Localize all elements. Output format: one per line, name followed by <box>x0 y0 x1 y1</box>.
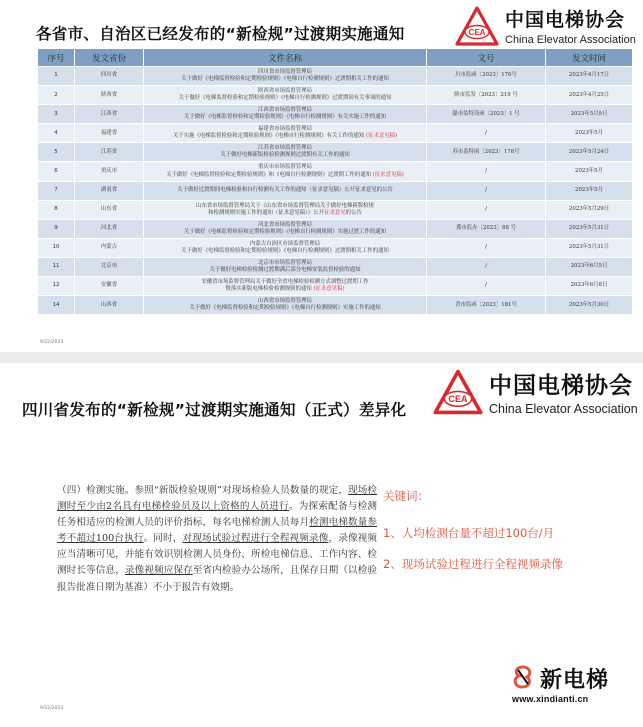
doc-title-text: 山东省市场监督管理局关于《山东省市场监督管理局关于做好电梯新版检规 <box>196 202 374 209</box>
paragraph-text: （四）检测实施。参照“新版检验规则”对现场检验人员数量的规定， <box>57 485 349 496</box>
xindianti-logo-icon <box>510 664 536 694</box>
cell-doc-number: / <box>427 238 546 257</box>
header-doc-number: 文号 <box>427 49 546 67</box>
cell-doc-number: / <box>427 200 546 219</box>
paragraph-text: 至省内检验办公场所，且保存日期（以检验报告批准日期为基准）不小于报告有效期。 <box>57 565 378 593</box>
cea-logo-en: China Elevator Association <box>489 402 638 416</box>
cell-seq: 5 <box>38 143 75 162</box>
cell-province: 湖南省 <box>75 181 144 200</box>
slide-title: 各省市、自治区已经发布的“新检规”过渡期实施通知 <box>36 25 405 43</box>
cell-doc-title <box>144 277 427 296</box>
cell-issue-date: 2023年6月8日 <box>546 277 633 296</box>
cell-doc-number: 冀市监办〔2023〕88 号 <box>427 219 546 238</box>
cell-doc-number: / <box>427 257 546 276</box>
cell-seq: 14 <box>38 296 75 315</box>
cell-province: 福建省 <box>75 124 144 143</box>
cea-logo-cn: 中国电梯协会 <box>505 9 626 31</box>
cell-province: 江苏省 <box>75 143 144 162</box>
cell-issue-date: 2023年5月29日 <box>546 200 633 219</box>
detection-clause-paragraph <box>57 483 377 596</box>
cea-triangle-icon <box>455 6 499 46</box>
cell-doc-title <box>144 67 427 86</box>
table-row <box>38 86 633 105</box>
cell-issue-date: 2023年5月30日 <box>546 296 633 315</box>
doc-title-text: 江西省市场监督管理局 <box>258 107 312 114</box>
cell-seq: 6 <box>38 162 75 181</box>
paragraph-text: 。同时， <box>143 533 183 545</box>
cell-province: 江西省 <box>75 105 144 124</box>
header-issue-date: 发文时间 <box>546 49 633 67</box>
doc-title-text: 福建省市场监督管理局 <box>258 126 312 133</box>
cell-doc-title <box>144 86 427 105</box>
doc-title-text: 陕西省市场监督管理局 <box>258 87 312 94</box>
doc-title-text: 和检测规则实施工作的通知（征求意见稿）》公开 <box>208 209 325 216</box>
cell-issue-date: 2023年5月31日 <box>546 238 633 257</box>
svg-text:CEA: CEA <box>448 393 468 404</box>
doc-title-text: 关于做好电梯检验检测过渡期满后部分电梯安装监督检验的通知 <box>209 266 361 273</box>
cell-province: 山东省 <box>75 200 144 219</box>
draft-marker: (征求意见稿) <box>313 286 345 293</box>
cell-seq: 2 <box>38 86 75 105</box>
footer-date: 9/22/2023 <box>40 340 64 345</box>
cell-issue-date: 2023年4月25日 <box>546 86 633 105</box>
cell-doc-number: / <box>427 124 546 143</box>
table-header-row <box>38 49 633 67</box>
cell-province: 河北省 <box>75 219 144 238</box>
cell-province: 重庆市 <box>75 162 144 181</box>
slide-sichuan-differences <box>0 363 643 727</box>
cell-doc-number: / <box>427 277 546 296</box>
cell-seq: 7 <box>38 181 75 200</box>
cell-province: 内蒙古 <box>75 238 144 257</box>
doc-title-text: 内蒙古自治区市场监督管理局 <box>249 240 321 247</box>
cell-seq: 12 <box>38 277 75 296</box>
doc-title-text: 关于做好《电梯监督检验和定期检验规则》《电梯自行检测规则》实施工作的通知 <box>189 305 381 312</box>
cell-doc-number: / <box>427 162 546 181</box>
doc-title-text: 四川省市场监督管理局 <box>258 68 312 75</box>
cea-triangle-icon <box>433 369 483 415</box>
cell-doc-number: / <box>427 181 546 200</box>
keywords-title: 关键词： <box>383 489 429 503</box>
table-row <box>38 67 633 86</box>
doc-title-text: 河北省市场监督管理局 <box>258 221 312 228</box>
doc-title-text: 关于做好《电梯监督检验和定期检验规则》《电梯自行检测规则》实施过渡工作的通知 <box>183 228 387 235</box>
cell-seq: 3 <box>38 105 75 124</box>
xindianti-watermark <box>510 663 609 704</box>
doc-title-text: 暨落实新版电梯检验检测规则的通知 <box>225 286 314 293</box>
keyword-item: 1、人均检测台量不超过100台/月 <box>383 526 555 540</box>
header-seq: 序号 <box>38 49 75 67</box>
doc-title-text: 关于做好电梯新版检验检测规则过渡期有关工作的通知 <box>220 152 350 159</box>
cea-logo <box>455 5 636 46</box>
table-row <box>38 105 633 124</box>
notice-table <box>37 48 633 315</box>
underlined-clause: 现场检测时至少由2名具有电梯检验员及以上资格的人员进行 <box>57 485 378 513</box>
table-row <box>38 181 633 200</box>
draft-marker: 征求意见 <box>324 209 346 216</box>
cell-seq: 9 <box>38 219 75 238</box>
table-row <box>38 162 633 181</box>
cell-issue-date: 2023年6月5日 <box>546 257 633 276</box>
underlined-clause: 检测电梯数量参考不超过100台执行 <box>57 517 378 545</box>
cell-issue-date: 2023年5月 <box>546 162 633 181</box>
table-row <box>38 200 633 219</box>
paragraph-text: 。为探索配备与检测任务相适应的检测人员的评价指标，每名电梯检测人员每月 <box>57 501 378 529</box>
draft-marker: (征求意见稿) <box>372 171 404 178</box>
cell-doc-number: 川市监函〔2023〕176号 <box>427 67 546 86</box>
paragraph-text: ，录像视频应当清晰可见，并能有效识别检测人员身份、所检电梯信息、工作内容、检测时长等信息， <box>57 533 378 577</box>
cell-issue-date: 2023年5月9日 <box>546 105 633 124</box>
table-row <box>38 143 633 162</box>
cell-doc-number: 苏市监特函〔2023〕178号 <box>427 143 546 162</box>
slide-title: 四川省发布的“新检规”过渡期实施通知（正式）差异化 <box>22 401 407 419</box>
table-row <box>38 124 633 143</box>
table-row <box>38 296 633 315</box>
doc-title-text: 北京市市场监督管理局 <box>258 259 312 266</box>
slide-provincial-notices <box>0 0 643 352</box>
cell-province: 陕西省 <box>75 86 144 105</box>
keyword-item: 2、现场试验过程进行全程视频录像 <box>383 557 563 571</box>
table-row <box>38 277 633 296</box>
cell-seq: 4 <box>38 124 75 143</box>
doc-title-text: 山西省市场监督管理局 <box>258 297 312 304</box>
doc-title-text: 关于做好《电梯监督检验和定期检验规则》《电梯自行检测规则》过渡期间有关事项的通知 <box>178 95 392 102</box>
watermark-url: www.xindianti.cn <box>512 694 589 704</box>
draft-marker: (征求意见稿) <box>365 133 398 140</box>
doc-title-text: 关于做好过渡期间电梯检验和自行检测有关工作的通知（征求意见稿）公开征求意见的公告 <box>177 187 393 193</box>
cell-seq: 1 <box>38 67 75 86</box>
cell-seq: 11 <box>38 257 75 276</box>
cell-seq: 8 <box>38 200 75 219</box>
cell-doc-title <box>144 238 427 257</box>
doc-title-text: 关于做好《电梯监督检验和定期检验规则》《电梯自行检测规则》过渡期相关工作的通知 <box>181 76 389 83</box>
underlined-clause: 录像视频应保存 <box>124 565 193 577</box>
svg-text:CEA: CEA <box>468 27 486 37</box>
table-row <box>38 257 633 276</box>
underlined-clause: 对现场试验过程进行全程视频录像 <box>182 533 329 545</box>
doc-title-text: 关于实施《电梯监督检验和定期检验规则》《电梯自行检测规则》有关工作的通知 <box>172 133 366 140</box>
cell-doc-title <box>144 296 427 315</box>
cell-doc-title <box>144 105 427 124</box>
table-row <box>38 238 633 257</box>
doc-title-text: 江苏省市场监督管理局 <box>258 145 312 152</box>
cell-doc-title <box>144 200 427 219</box>
cell-doc-number: 晋市监函〔2023〕181号 <box>427 296 546 315</box>
cell-seq: 10 <box>38 238 75 257</box>
cell-doc-title <box>144 124 427 143</box>
cell-province: 山西省 <box>75 296 144 315</box>
cell-doc-title <box>144 162 427 181</box>
cell-issue-date: 2023年5月24日 <box>546 143 633 162</box>
doc-title-text: 安徽省市场监督管理局关于做好全省电梯检验检测方式调整过渡期工作 <box>201 278 369 285</box>
header-doc-title: 文件名称 <box>144 49 427 67</box>
cell-doc-number: 陕市监发〔2023〕219 号 <box>427 86 546 105</box>
cell-issue-date: 2023年5月 <box>546 124 633 143</box>
cell-issue-date: 2023年5月 <box>546 181 633 200</box>
doc-title-text: 重庆市市场监督管理局 <box>258 164 312 171</box>
cell-province: 四川省 <box>75 67 144 86</box>
cell-province: 安徽省 <box>75 277 144 296</box>
cell-issue-date: 2023年5月31日 <box>546 219 633 238</box>
doc-title-text: 关于做好《电梯监督检验和定期检验规则》《电梯自行检测规则》过渡期相关工作的通知 <box>181 247 389 254</box>
footer-date: 9/22/2023 <box>40 706 64 711</box>
cell-province: 北京市 <box>75 257 144 276</box>
cea-logo <box>433 367 638 416</box>
table-row <box>38 219 633 238</box>
cell-doc-title <box>144 143 427 162</box>
cell-doc-title <box>144 219 427 238</box>
cell-doc-title <box>144 257 427 276</box>
cell-doc-number: 赣市监特设函〔2023〕1 号 <box>427 105 546 124</box>
cell-issue-date: 2023年4月17日 <box>546 67 633 86</box>
header-province: 发文省份 <box>75 49 144 67</box>
cea-logo-en: China Elevator Association <box>505 34 636 46</box>
doc-title-text: 关于做好《电梯监督检验和定期检验规则》和《电梯自行检测规则》过渡期工作的通知 <box>166 171 373 178</box>
doc-title-text: 的公告 <box>345 209 362 216</box>
cell-doc-title <box>144 181 427 200</box>
watermark-cn: 新电梯 <box>540 668 610 693</box>
cea-logo-cn: 中国电梯协会 <box>489 372 633 399</box>
doc-title-text: 关于做好《电梯监督检验和定期检验规则》《电梯自行检测规则》有关实施工作的通知 <box>183 114 387 121</box>
